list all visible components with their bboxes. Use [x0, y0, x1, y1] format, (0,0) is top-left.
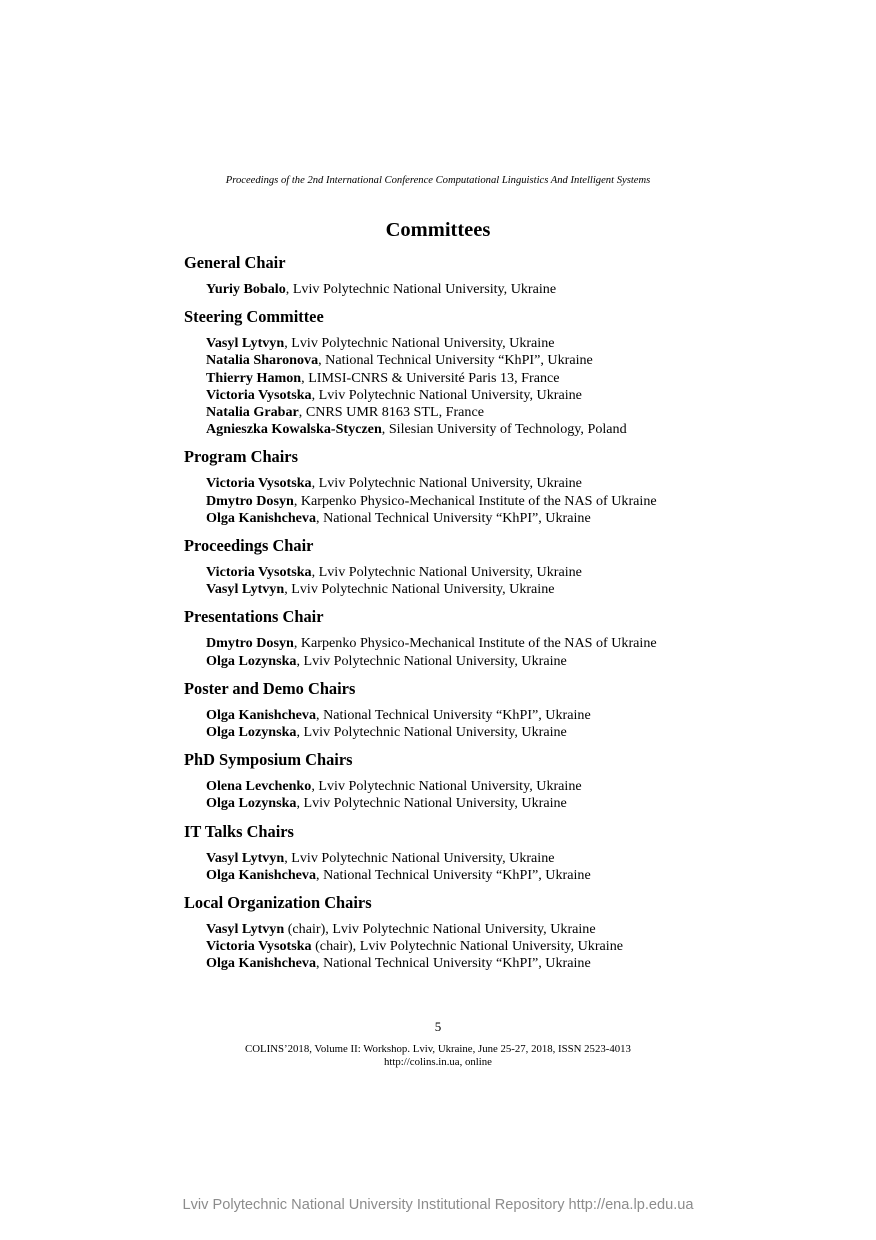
member-affiliation: , National Technical University “KhPI”, Ukraine	[316, 866, 591, 883]
committee-member	[184, 335, 744, 352]
member-name: Olga Kanishcheva	[206, 955, 317, 972]
repository-footer: Lviv Polytechnic National University Institutional Repository http://ena.lp.edu.ua	[182, 1197, 694, 1213]
member-name: Vasyl Lytvyn	[206, 335, 285, 352]
member-affiliation: , Lviv Polytechnic National University, Ukraine	[311, 475, 582, 492]
member-name: Natalia Grabar	[206, 404, 299, 421]
member-affiliation: , Karpenko Physico-Mechanical Institute of the NAS of Ukraine	[293, 635, 657, 652]
member-affiliation: , Lviv Polytechnic National University, Ukraine	[296, 724, 567, 741]
member-affiliation: , LIMSI-CNRS & Université Paris 13, France	[301, 369, 560, 386]
member-affiliation: , Silesian University of Technology, Poland	[381, 421, 627, 438]
committee-list	[184, 253, 744, 982]
conference-url: http://colins.in.ua, online	[384, 1056, 492, 1068]
member-name: Vasyl Lytvyn	[206, 921, 285, 938]
page-title: Committees	[385, 219, 491, 241]
committee-member	[184, 564, 744, 581]
member-name: Olga Lozynska	[206, 724, 297, 741]
section-heading: Presentations Chair	[184, 607, 324, 627]
committee-section	[184, 750, 744, 812]
member-name: Dmytro Dosyn	[206, 635, 294, 652]
committee-member	[184, 955, 744, 972]
member-name: Olga Lozynska	[206, 652, 297, 669]
committee-member	[184, 387, 744, 404]
member-affiliation: , National Technical University “KhPI”, Ukraine	[316, 955, 591, 972]
section-heading: Steering Committee	[184, 307, 324, 327]
committee-member	[184, 493, 744, 510]
member-name: Dmytro Dosyn	[206, 492, 294, 509]
member-affiliation: (chair), Lviv Polytechnic National University, Ukraine	[311, 938, 623, 955]
conference-footer: COLINS’2018, Volume II: Workshop. Lviv, Ukraine, June 25-27, 2018, ISSN 2523-4013	[245, 1043, 631, 1055]
member-affiliation: , CNRS UMR 8163 STL, France	[298, 404, 484, 421]
running-head: Proceedings of the 2nd International Conference Computational Linguistics And Intelligent Systems	[225, 175, 651, 186]
page-number: 5	[434, 1019, 442, 1034]
committee-member	[184, 352, 744, 369]
committee-member	[184, 370, 744, 387]
committee-member	[184, 581, 744, 598]
committee-member	[184, 281, 744, 298]
member-affiliation: , Lviv Polytechnic National University, Ukraine	[284, 335, 555, 352]
member-name: Olga Kanishcheva	[206, 509, 317, 526]
section-heading: Proceedings Chair	[184, 536, 314, 556]
member-affiliation: , Lviv Polytechnic National University, Ukraine	[311, 386, 582, 403]
member-name: Thierry Hamon	[206, 369, 302, 386]
member-affiliation: , Lviv Polytechnic National University, Ukraine	[311, 778, 582, 795]
member-name: Victoria Vysotska	[206, 938, 312, 955]
member-affiliation: , Lviv Polytechnic National University, Ukraine	[296, 652, 567, 669]
member-affiliation: , Lviv Polytechnic National University, Ukraine	[311, 564, 582, 581]
committee-member	[184, 635, 744, 652]
member-name: Natalia Sharonova	[206, 352, 319, 369]
member-affiliation: (chair), Lviv Polytechnic National University, Ukraine	[284, 921, 596, 938]
committee-member	[184, 475, 744, 492]
member-name: Yuriy Bobalo	[206, 281, 286, 297]
member-name: Olga Kanishcheva	[206, 706, 317, 723]
committee-section	[184, 536, 744, 598]
committee-member	[184, 867, 744, 884]
committee-member	[184, 938, 744, 955]
section-heading: Local Organization Chairs	[184, 893, 372, 913]
member-name: Vasyl Lytvyn	[206, 849, 285, 866]
member-affiliation: , Lviv Polytechnic National University, Ukraine	[284, 849, 555, 866]
committee-member	[184, 921, 744, 938]
member-name: Vasyl Lytvyn	[206, 581, 285, 598]
member-affiliation: , Lviv Polytechnic National University, Ukraine	[284, 581, 555, 598]
committee-section	[184, 607, 744, 669]
committee-member	[184, 707, 744, 724]
committee-section	[184, 893, 744, 973]
member-name: Victoria Vysotska	[206, 564, 312, 581]
section-heading: Program Chairs	[184, 447, 298, 467]
committee-section	[184, 822, 744, 884]
committee-section	[184, 679, 744, 741]
section-heading: IT Talks Chairs	[184, 821, 294, 841]
committee-member	[184, 404, 744, 421]
member-name: Agnieszka Kowalska-Styczen	[206, 421, 382, 438]
committee-member	[184, 778, 744, 795]
section-heading: General Chair	[184, 253, 286, 272]
section-heading: PhD Symposium Chairs	[184, 750, 353, 770]
member-affiliation: , Lviv Polytechnic National University, Ukraine	[285, 281, 557, 297]
member-affiliation: , National Technical University “KhPI”, Ukraine	[316, 706, 591, 723]
committee-member	[184, 510, 744, 527]
member-name: Victoria Vysotska	[206, 386, 312, 403]
member-affiliation: , National Technical University “KhPI”, Ukraine	[318, 352, 593, 369]
committee-member	[184, 795, 744, 812]
committee-section	[184, 253, 744, 298]
member-affiliation: , National Technical University “KhPI”, Ukraine	[316, 509, 591, 526]
member-name: Olga Kanishcheva	[206, 866, 317, 883]
section-heading: Poster and Demo Chairs	[184, 678, 356, 698]
member-name: Olena Levchenko	[206, 778, 312, 795]
committee-section	[184, 447, 744, 527]
member-affiliation: , Karpenko Physico-Mechanical Institute of the NAS of Ukraine	[293, 492, 657, 509]
committee-member	[184, 724, 744, 741]
committee-member	[184, 421, 744, 438]
member-name: Olga Lozynska	[206, 795, 297, 812]
committee-member	[184, 653, 744, 670]
committee-member	[184, 850, 744, 867]
committee-section	[184, 307, 744, 438]
member-name: Victoria Vysotska	[206, 475, 312, 492]
member-affiliation: , Lviv Polytechnic National University, Ukraine	[296, 795, 567, 812]
